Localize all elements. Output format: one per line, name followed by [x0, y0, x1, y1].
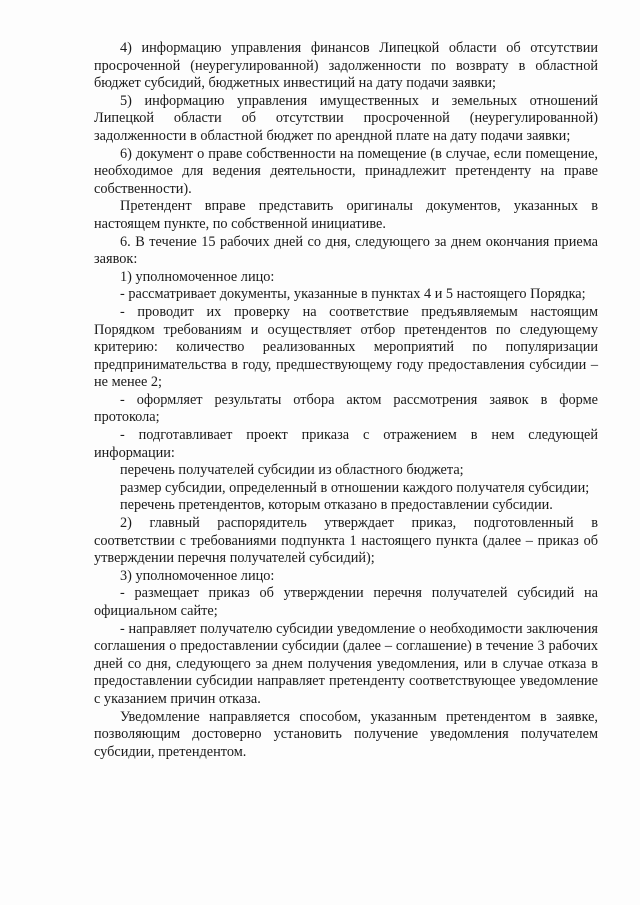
- paragraph-publish-order: - размещает приказ об утверждении перечня получателей субсидий на официальном сайте;: [94, 585, 598, 619]
- paragraph-item-5: 5) информацию управления имущественных и земельных отношений Липецкой области об отсутствии просроченной (неурегулированной) задолженности в областной бюджет по арендной плате на дату подачи заявки;: [94, 92, 598, 144]
- paragraph-refused-list: перечень претендентов, которым отказано в предоставлении субсидии.: [120, 497, 553, 514]
- paragraph-point-6: 6. В течение 15 рабочих дней со дня, следующего за днем окончания приема заявок:: [94, 233, 598, 268]
- paragraph-draft-order: - подготавливает проект приказа с отражением в нем следующей информации:: [94, 427, 598, 461]
- paragraph-originals-note: Претендент вправе представить оригиналы документов, указанных в настоящем пункте, по собственной инициативе.: [94, 198, 598, 232]
- paragraph-subpoint-2: 2) главный распорядитель утверждает приказ, подготовленный в соответствии с требованиями подпункта 1 настоящего пункта (далее – приказ об утверждении перечня получателей субсидий);: [94, 515, 598, 567]
- paragraph-protocol: - оформляет результаты отбора актом рассмотрения заявок в форме протокола;: [94, 391, 598, 426]
- paragraph-subpoint-3: 3) уполномоченное лицо:: [120, 567, 275, 584]
- paragraph-subsidy-size: размер субсидии, определенный в отношении каждого получателя субсидии;: [120, 479, 590, 496]
- paragraph-selection-criterion: - проводит их проверку на соответствие предъявляемым настоящим Порядком требованиям и осуществляет отбор претендентов по следующему критерию: количество реализованных мероприятий по популяризации предпринимательства в году, предшествующему году предоставления субсидии – не менее 2;: [94, 303, 598, 391]
- paragraph-item-6: 6) документ о праве собственности на помещение (в случае, если помещение, необходимое для ведения деятельности, принадлежит претенденту на праве собственности).: [94, 145, 598, 197]
- paragraph-subpoint-1: 1) уполномоченное лицо:: [120, 268, 275, 285]
- paragraph-notice-method: Уведомление направляется способом, указанным претендентом в заявке, позволяющим достоверно установить получение уведомления получателем субсидии, претендентом.: [94, 708, 598, 760]
- paragraph-send-notice: - направляет получателю субсидии уведомление о необходимости заключения соглашения о предоставлении субсидии (далее – соглашение) в течение 3 рабочих дней со дня, следующего за днем получения уведомления, или в случае отказа в предоставлении субсидии направляет претенденту соответствующее уведомление с указанием причин отказа.: [94, 620, 598, 707]
- paragraph-item-4: 4) информацию управления финансов Липецкой области об отсутствии просроченной (неурегулированной) задолженности по возврату в областной бюджет субсидий, бюджетных инвестиций на дату подачи заявки;: [94, 40, 598, 92]
- paragraph-review-documents: - рассматривает документы, указанные в пунктах 4 и 5 настоящего Порядка;: [120, 286, 586, 303]
- paragraph-recipients-list: перечень получателей субсидии из областного бюджета;: [120, 462, 464, 479]
